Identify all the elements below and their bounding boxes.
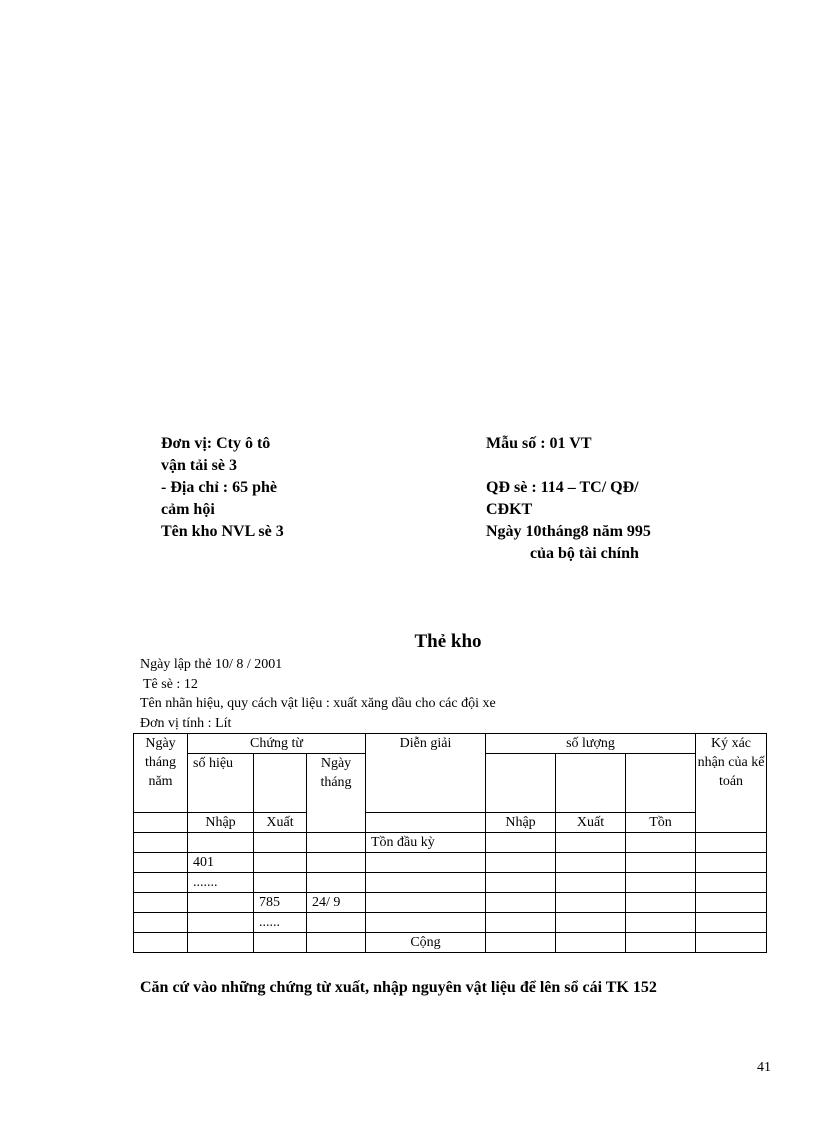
header-signature: Ký xác nhận của kế toán: [696, 734, 767, 833]
decision-line2: CĐKT: [486, 501, 533, 518]
header-voucher-no: số hiệu: [188, 754, 254, 813]
voucher-out-cell: 785: [254, 893, 307, 913]
opening-balance-label: Tồn đầu kỳ: [366, 833, 486, 853]
total-label: Cộng: [366, 933, 486, 953]
page-number: 41: [757, 1060, 771, 1075]
header-voucher-blank: [254, 754, 307, 813]
table-row: [134, 913, 767, 933]
header-description: Diễn giải: [366, 734, 486, 813]
header-qty-blank-out: [556, 754, 626, 813]
voucher-in-cell: .......: [188, 873, 254, 893]
stock-card-table: [133, 733, 767, 953]
header-qty-in: Nhập: [486, 813, 556, 833]
table-row: [134, 873, 767, 893]
decision-date-line2: của bộ tài chính: [530, 545, 639, 562]
voucher-date-cell: 24/ 9: [307, 893, 366, 913]
page-title: Thẻ kho: [414, 631, 482, 652]
header-date-blank: [134, 813, 188, 833]
voucher-out-cell: ......: [254, 913, 307, 933]
header-qty-blank-in: [486, 754, 556, 813]
footer-note: Căn cứ vào những chứng từ xuất, nhập nguyên vật liệu để lên sổ cái TK 152: [140, 979, 657, 996]
unit-of-measure: Đơn vị tính : Lít: [140, 716, 232, 731]
header-description-blank: [366, 813, 486, 833]
header-qty-out: Xuất: [556, 813, 626, 833]
form-number: Mẫu số : 01 VT: [486, 435, 592, 452]
decision-line1: QĐ sè : 114 – TC/ QĐ/: [486, 479, 639, 496]
header-date: Ngày tháng năm: [134, 734, 188, 813]
table-row: [134, 833, 767, 853]
header-voucher-date: Ngày tháng: [307, 754, 366, 833]
warehouse-name: Tên kho NVL sè 3: [161, 523, 284, 540]
header-voucher-in: Nhập: [188, 813, 254, 833]
unit-info-block: [161, 433, 284, 543]
header-qty-balance: Tồn: [626, 813, 696, 833]
header-quantity-group: số lượng: [486, 734, 696, 754]
unit-name-line1: Đơn vị: Cty ô tô: [161, 435, 271, 452]
header-qty-blank-balance: [626, 754, 696, 813]
card-number: Tê sè : 12: [143, 677, 198, 692]
table-row: [134, 853, 767, 873]
form-info-block: [486, 433, 651, 565]
table-row: [134, 933, 767, 953]
decision-date-line1: Ngày 10tháng8 năm 995: [486, 523, 651, 540]
address-line2: cảm hội: [161, 501, 215, 518]
address-line1: - Địa chỉ : 65 phè: [161, 479, 277, 496]
header-voucher-group: Chứng từ: [188, 734, 366, 754]
unit-name-line2: vận tải sè 3: [161, 457, 237, 474]
material-description: Tên nhãn hiệu, quy cách vật liệu : xuất xăng dầu cho các đội xe: [140, 696, 496, 711]
header-voucher-out: Xuất: [254, 813, 307, 833]
voucher-in-cell: 401: [188, 853, 254, 873]
created-date: Ngày lập thẻ 10/ 8 / 2001: [140, 657, 283, 672]
table-row: [134, 893, 767, 913]
